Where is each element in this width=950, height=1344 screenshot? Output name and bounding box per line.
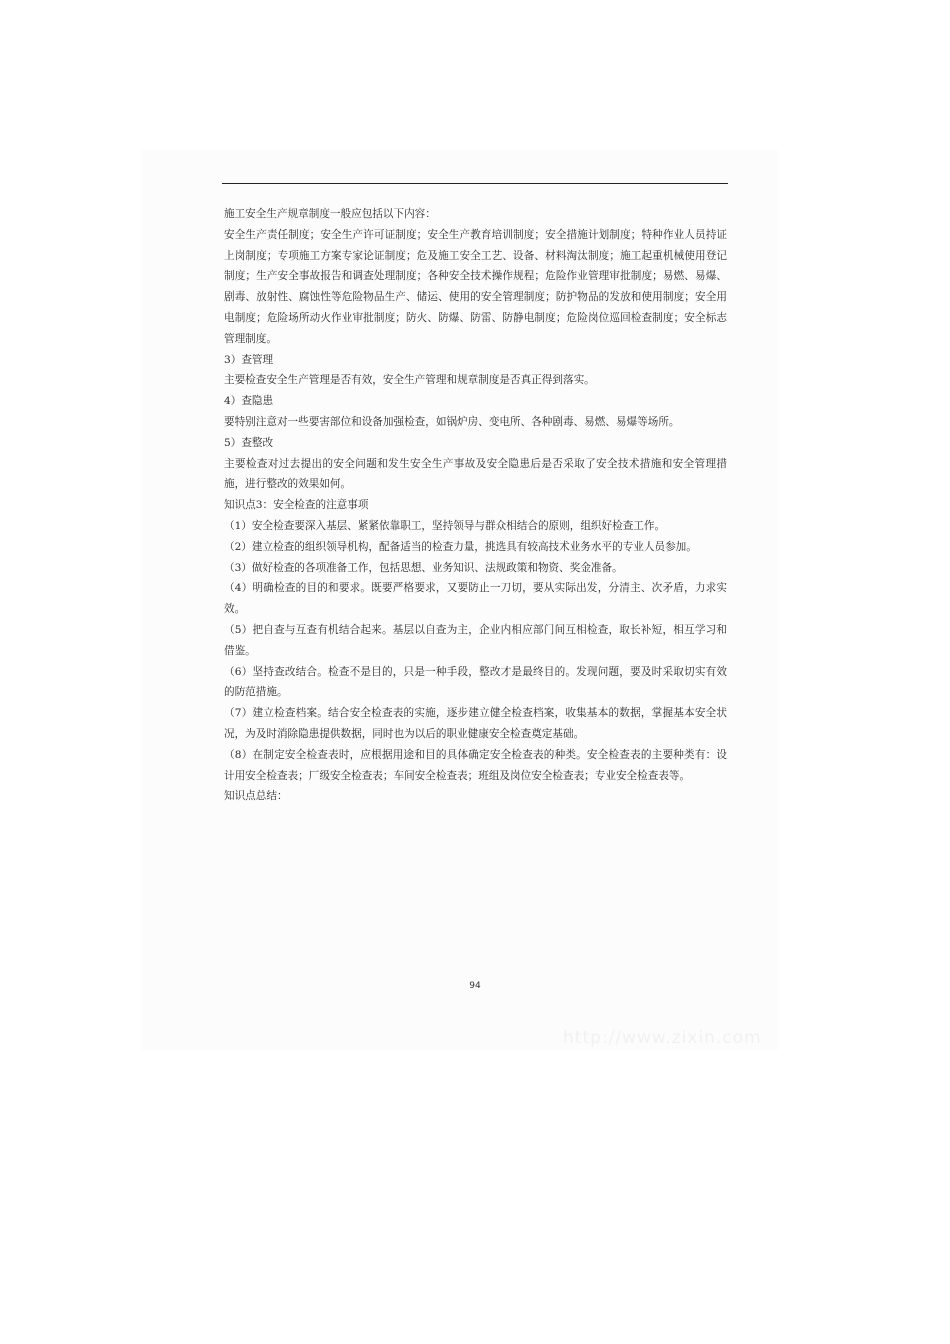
paragraph-check-management: 主要检查安全生产管理是否有效，安全生产管理和规章制度是否真正得到落实。 [224, 374, 595, 387]
section-heading-check-rectification: 5）查整改 [224, 436, 274, 449]
list-item-5: （5）把自查与互查有机结合起来。基层以自查为主，企业内相应部门间互相检查，取长补短，相互学习和借鉴。 [224, 623, 727, 657]
document-body [224, 204, 727, 807]
paragraph-check-rectification: 主要检查对过去提出的安全问题和发生安全生产事故及安全隐患后是否采取了安全技术措施和安全管理措施，进行整改的效果如何。 [224, 457, 727, 491]
paragraph-check-hazards: 要特别注意对一些要害部位和设备加强检查，如锅炉房、变电所、各种剧毒、易燃、易爆等场所。 [224, 415, 680, 428]
list-item-4: （4）明确检查的目的和要求。既要严格要求，又要防止一刀切，要从实际出发，分清主、次矛盾，力求实效。 [224, 582, 727, 616]
list-item-8: （8）在制定安全检查表时，应根据用途和目的具体确定安全检查表的种类。安全检查表的主要种类有：设计用安全检查表；厂级安全检查表；车间安全检查表；班组及岗位安全检查表；专业安全检查表等。 [224, 748, 727, 782]
list-item-7: （7）建立检查档案。结合安全检查表的实施，逐步建立健全检查档案，收集基本的数据，掌握基本安全状况，为及时消除隐患提供数据，同时也为以后的职业健康安全检查奠定基础。 [224, 707, 727, 740]
section-heading-check-hazards: 4）查隐患 [224, 395, 274, 408]
list-item-1: （1）安全检查要深入基层、紧紧依靠职工，坚持领导与群众相结合的原则，组织好检查工作。 [224, 519, 666, 532]
knowledge-summary-heading: 知识点总结： [224, 790, 288, 803]
watermark: http://www.zixin.com [563, 1028, 762, 1048]
section-heading-check-management: 3）查管理 [224, 353, 274, 366]
regulation-list-paragraph: 安全生产责任制度；安全生产许可证制度；安全生产教育培训制度；安全措施计划制度；特种作业人员持证上岗制度；专项施工方案专家论证制度；危及施工安全工艺、设备、材料淘汰制度；施工起重机械使用登记制度；生产安全事故报告和调查处理制度；各种安全技术操作规程；危险作业管理审批制度；易燃、易爆、剧毒、放射性、腐蚀性等危险物品生产、储运、使用的安全管理制度；防护物品的发放和使用制度；安全用电制度；危险场所动火作业审批制度；防火、防爆、防雷、防静电制度；危险岗位巡回检查制度；安全标志管理制度。 [224, 228, 727, 345]
page-number: 94 [469, 981, 481, 991]
header-rule [222, 183, 728, 184]
intro-line: 施工安全生产规章制度一般应包括以下内容： [224, 208, 436, 220]
list-item-2: （2）建立检查的组织领导机构，配备适当的检查力量，挑选具有较高技术业务水平的专业人员参加。 [224, 540, 697, 553]
knowledge-point-3-heading: 知识点3：安全检查的注意事项 [224, 499, 369, 512]
list-item-6: （6）坚持查改结合。检查不是目的，只是一种手段，整改才是最终目的。发现问题，要及时采取切实有效的防范措施。 [224, 665, 727, 699]
list-item-3: （3）做好检查的各项准备工作，包括思想、业务知识、法规政策和物资、奖金准备。 [224, 561, 623, 574]
